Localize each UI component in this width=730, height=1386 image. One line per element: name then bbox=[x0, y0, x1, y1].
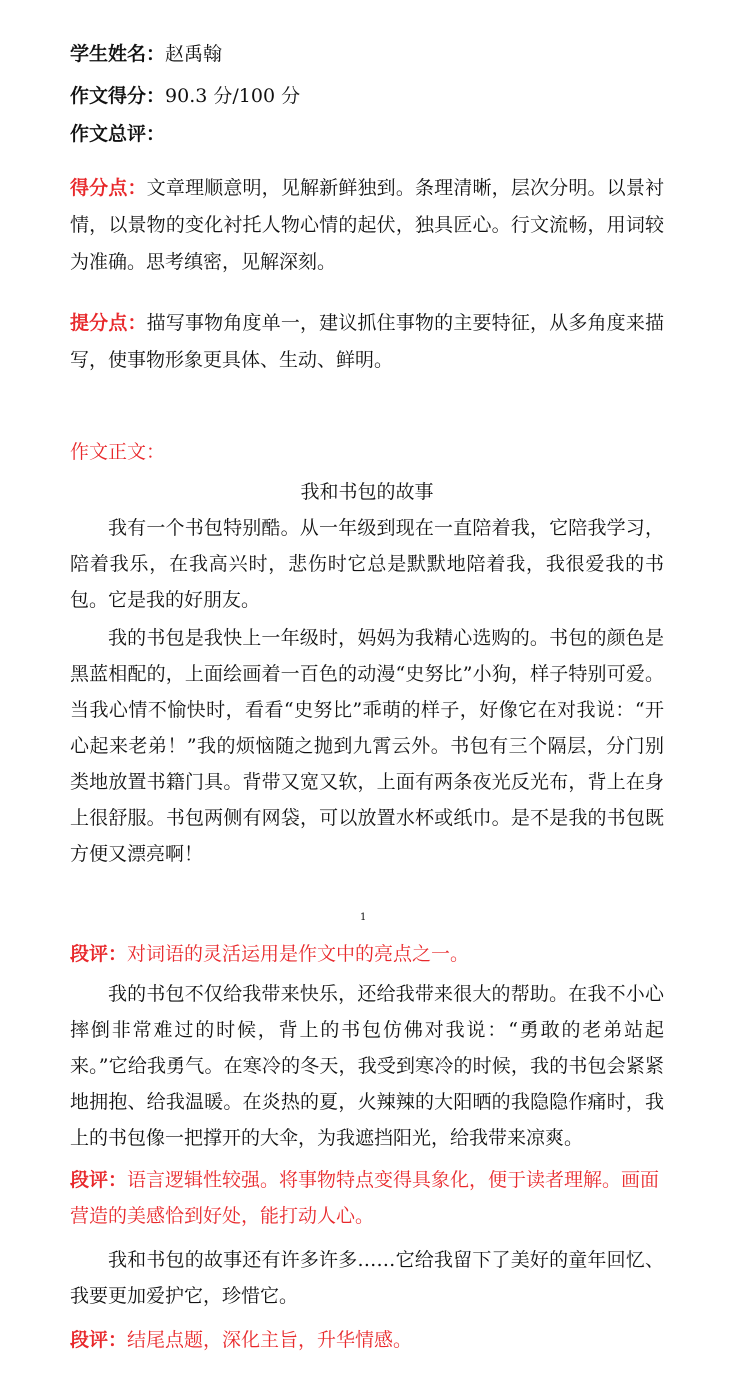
essay-score-label: 作文得分： bbox=[70, 85, 166, 107]
essay-paragraph-3: 我的书包不仅给我带来快乐，还给我带来很大的帮助。在我不小心摔倒非常难过的时候，背上的书包仿佛对我说：“勇敢的老弟站起来。”它给我勇气。在寒冷的冬天，我受到寒冷的时候，我的书包会紧紧地拥抱、给我温暖。在炎热的夏，火辣辣的大阳晒的我隐隐作痛时，我上的书包像一把撑开的大伞，为我遮挡阳光，给我带来凉爽。 bbox=[70, 983, 664, 1149]
essay-section-label: 作文正文： bbox=[70, 441, 166, 463]
overall-review-label: 作文总评： bbox=[70, 123, 166, 145]
paragraph-comment-1-label: 段评： bbox=[70, 943, 128, 965]
student-name: 赵禹翰 bbox=[165, 43, 223, 65]
paragraph-comment-2 bbox=[70, 1162, 670, 1234]
improve-paragraph bbox=[70, 305, 664, 379]
essay-score-line bbox=[70, 84, 300, 108]
essay-section-heading bbox=[70, 440, 165, 464]
strengths-paragraph bbox=[70, 170, 664, 281]
paragraph-comment-2-text: 语言逻辑性较强。将事物特点变得具象化，便于读者理解。画面营造的美感恰到好处，能打动人心。 bbox=[70, 1169, 660, 1227]
overall-review-heading bbox=[70, 122, 165, 146]
essay-paragraph-2: 我的书包是我快上一年级时，妈妈为我精心选购的。书包的颜色是黑蓝相配的，上面绘画着一百色的动漫“史努比”小狗，样子特别可爱。当我心情不愉快时，看看“史努比”乖萌的样子，好像它在对我说：“开心起来老弟！”我的烦恼随之抛到九霄云外。书包有三个隔层，分门别类地放置书籍门具。背带又宽又软，上面有两条夜光反光布，背上在身上很舒服。书包两侧有网袋，可以放置水杯或纸巾。是不是我的书包既方便又漂亮啊！ bbox=[70, 627, 664, 865]
essay-paragraph-1: 我有一个书包特别酷。从一年级到现在一直陪着我，它陪我学习，陪着我乐，在我高兴时，悲伤时它总是默默地陪着我，我很爱我的书包。它是我的好朋友。 bbox=[70, 517, 664, 611]
essay-title: 我和书包的故事 bbox=[300, 481, 434, 503]
strengths-label: 得分点： bbox=[70, 177, 147, 199]
improve-label: 提分点： bbox=[70, 312, 147, 334]
strengths-text: 文章理顺意明，见解新鲜独到。条理清晰，层次分明。以景衬情，以景物的变化衬托人物心情的起伏，独具匠心。行文流畅，用词较为准确。思考缜密，见解深刻。 bbox=[70, 177, 664, 273]
paragraph-comment-3-text: 结尾点题，深化主旨，升华情感。 bbox=[127, 1329, 413, 1351]
student-name-line bbox=[70, 42, 222, 66]
paragraph-comment-1-text: 对词语的灵活运用是作文中的亮点之一。 bbox=[127, 943, 470, 965]
essay-score: 90.3 分/100 分 bbox=[165, 85, 301, 107]
paragraph-comment-3-label: 段评： bbox=[70, 1329, 128, 1351]
student-name-label: 学生姓名： bbox=[70, 43, 166, 65]
paragraph-comment-2-label: 段评： bbox=[70, 1169, 128, 1191]
paragraph-comment-1 bbox=[70, 936, 670, 972]
improve-text: 描写事物角度单一，建议抓住事物的主要特征，从多角度来描写，使事物形象更具体、生动、鲜明。 bbox=[70, 312, 664, 371]
page-number: 1 bbox=[360, 912, 367, 923]
paragraph-comment-3 bbox=[70, 1322, 670, 1358]
essay-paragraph-4: 我和书包的故事还有许多许多……它给我留下了美好的童年回忆、我要更加爱护它，珍惜它。 bbox=[70, 1249, 664, 1307]
